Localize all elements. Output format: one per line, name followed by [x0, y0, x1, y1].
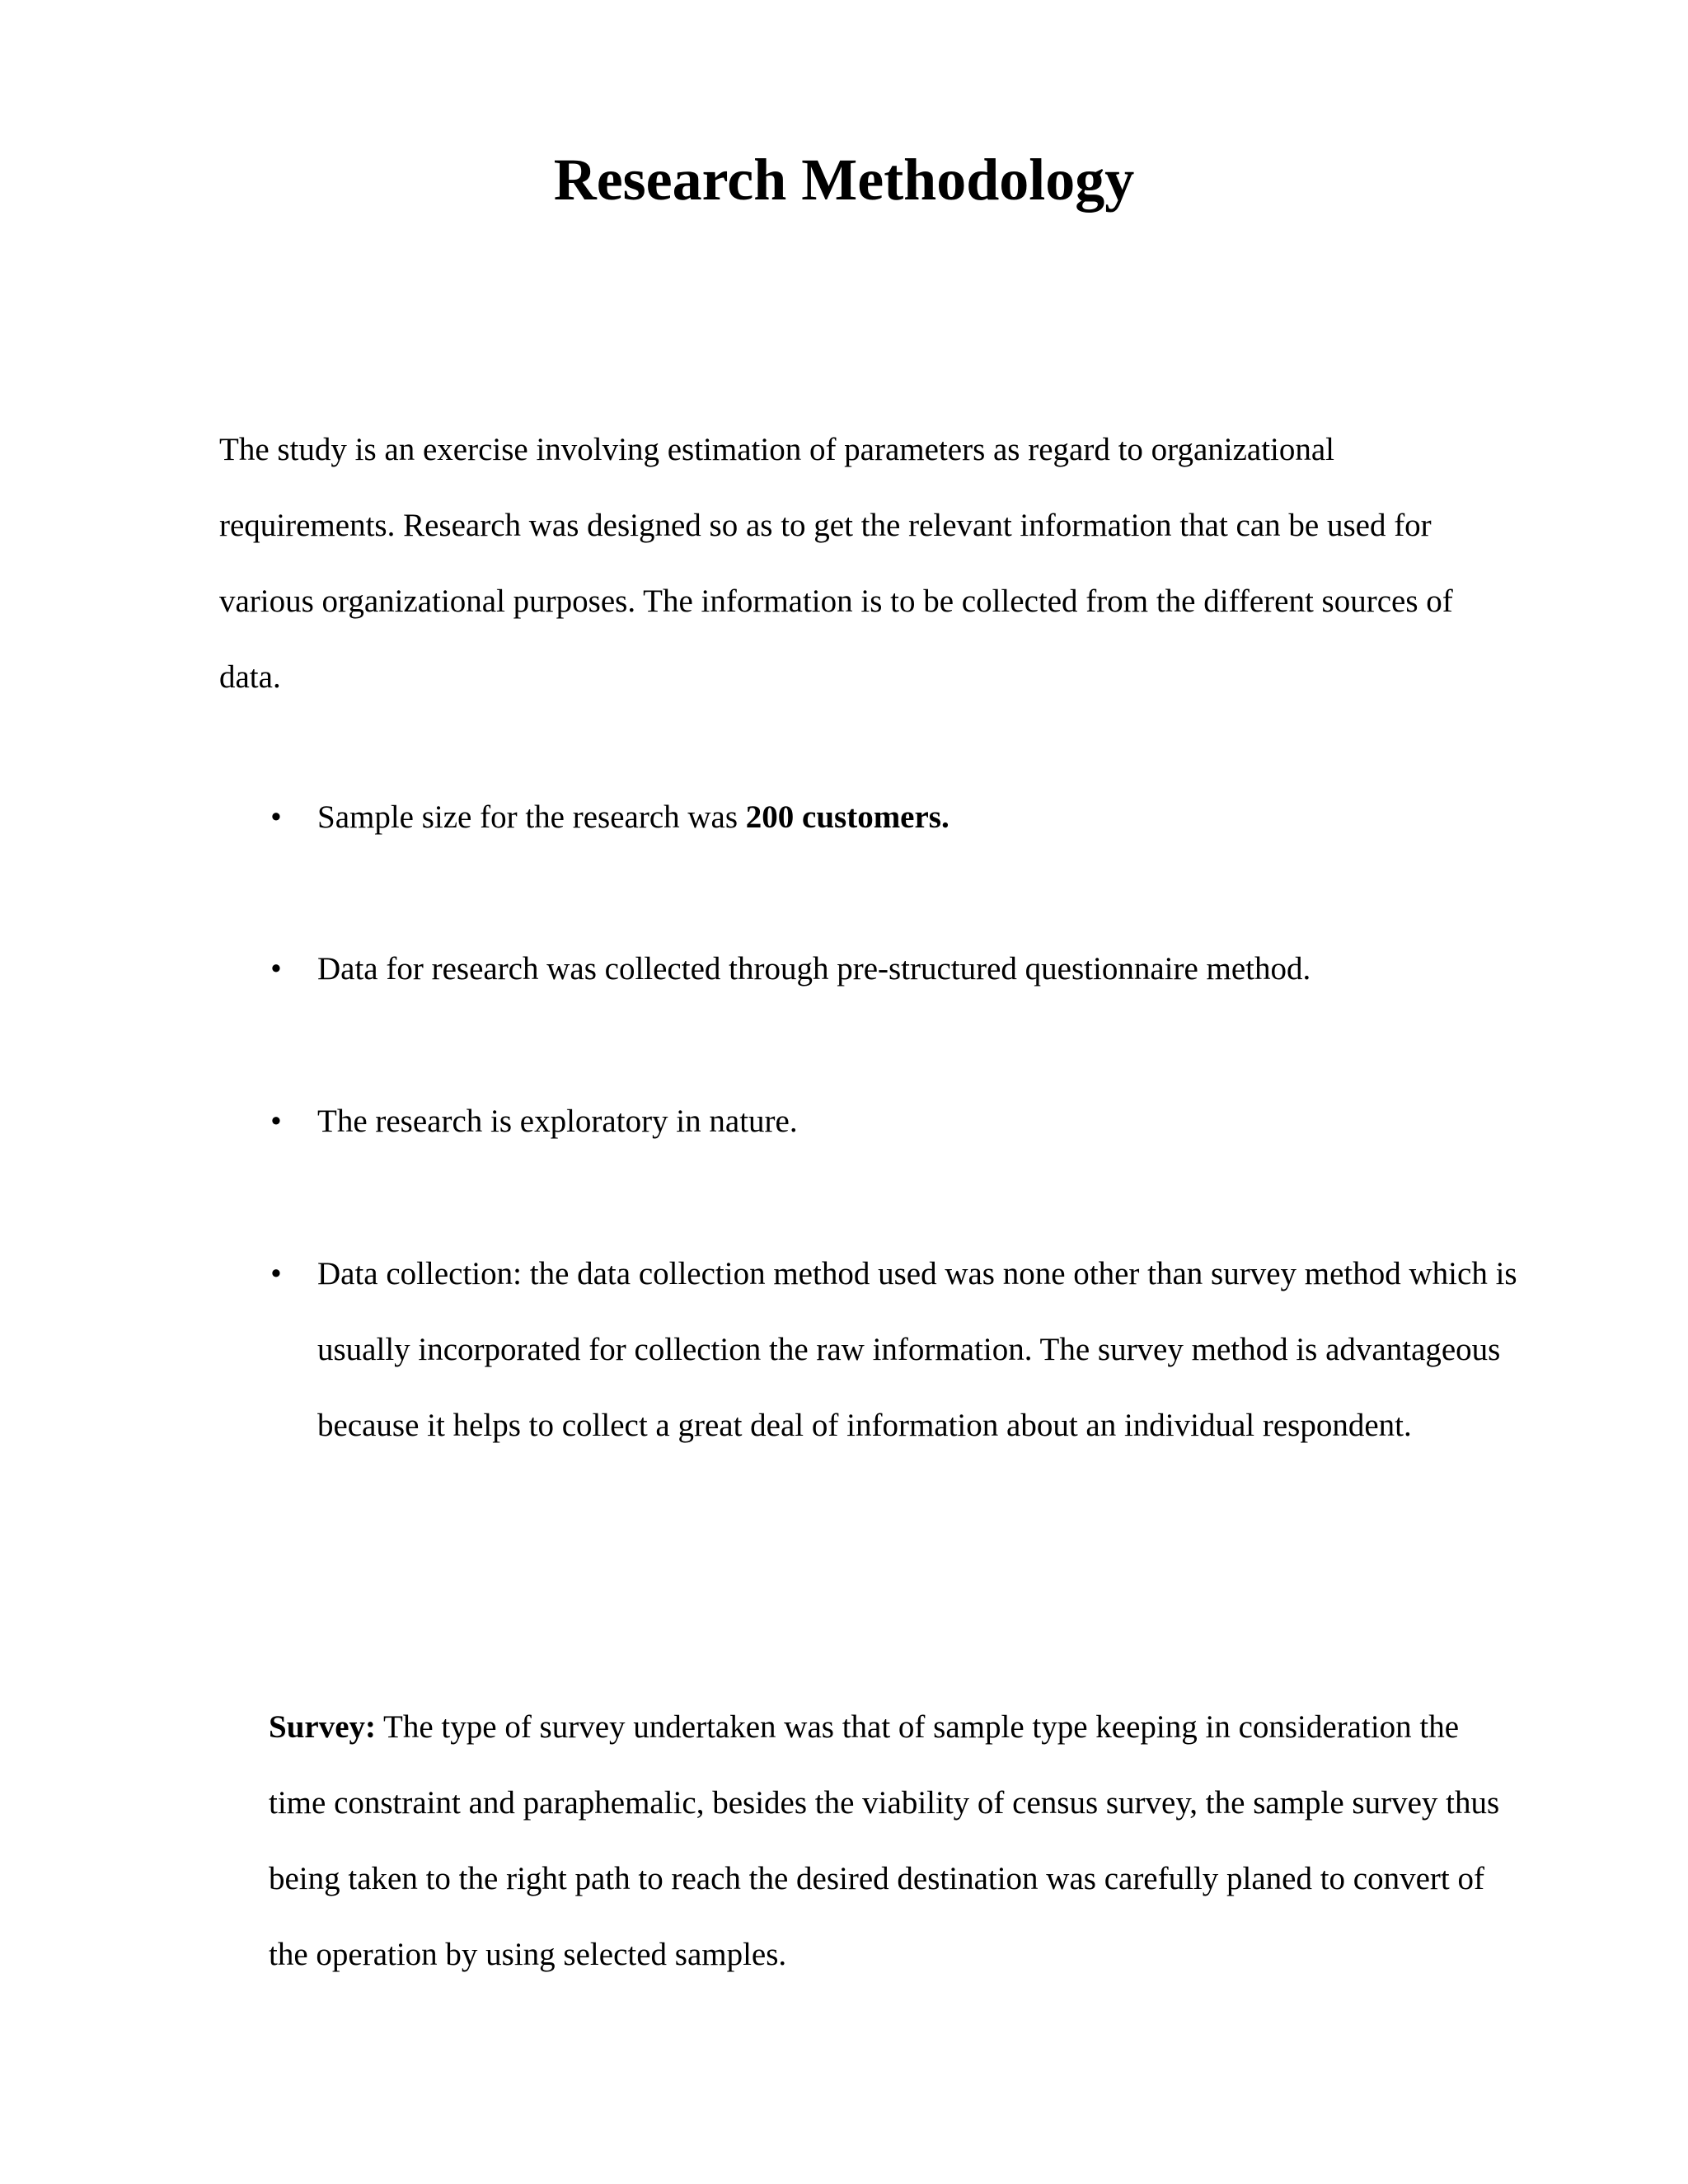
bullet-icon: •: [270, 799, 282, 835]
page-title: Research Methodology: [553, 147, 1135, 213]
survey-label: Survey:: [269, 1709, 376, 1745]
bullet-text: Data for research was collected through pre-structured questionnaire method.: [317, 951, 1311, 987]
intro-paragraph: The study is an exercise involving estimation of parameters as regard to organizational requirements. Research was designed so as to get the relevant information that can be used for various organizational purposes. The information is to be collected from the different sources of data.: [219, 432, 1453, 695]
bullet-text: The research is exploratory in nature.: [317, 1104, 798, 1139]
bullet-icon: •: [270, 1256, 282, 1291]
bullet-icon: •: [270, 1104, 282, 1139]
bullet-text-bold: 200 customers.: [745, 799, 950, 835]
bullet-text-regular: Sample size for the research was: [317, 799, 746, 835]
bullet-icon: •: [270, 951, 282, 987]
survey-paragraph: [269, 1690, 1505, 1993]
survey-text: The type of survey undertaken was that of sample type keeping in consideration the time constraint and paraphemalic, besides the viability of census survey, the sample survey thus being taken to the right path to reach the desired destination was carefully planed to convert of the operation by using selected samples.: [269, 1709, 1500, 1972]
bullet-text: Data collection: the data collection method used was none other than survey method which is usually incorporated for collection the raw information. The survey method is advantageous because it helps to collect a great deal of information about an individual respondent.: [317, 1256, 1517, 1443]
bullet-text: [317, 780, 1537, 855]
